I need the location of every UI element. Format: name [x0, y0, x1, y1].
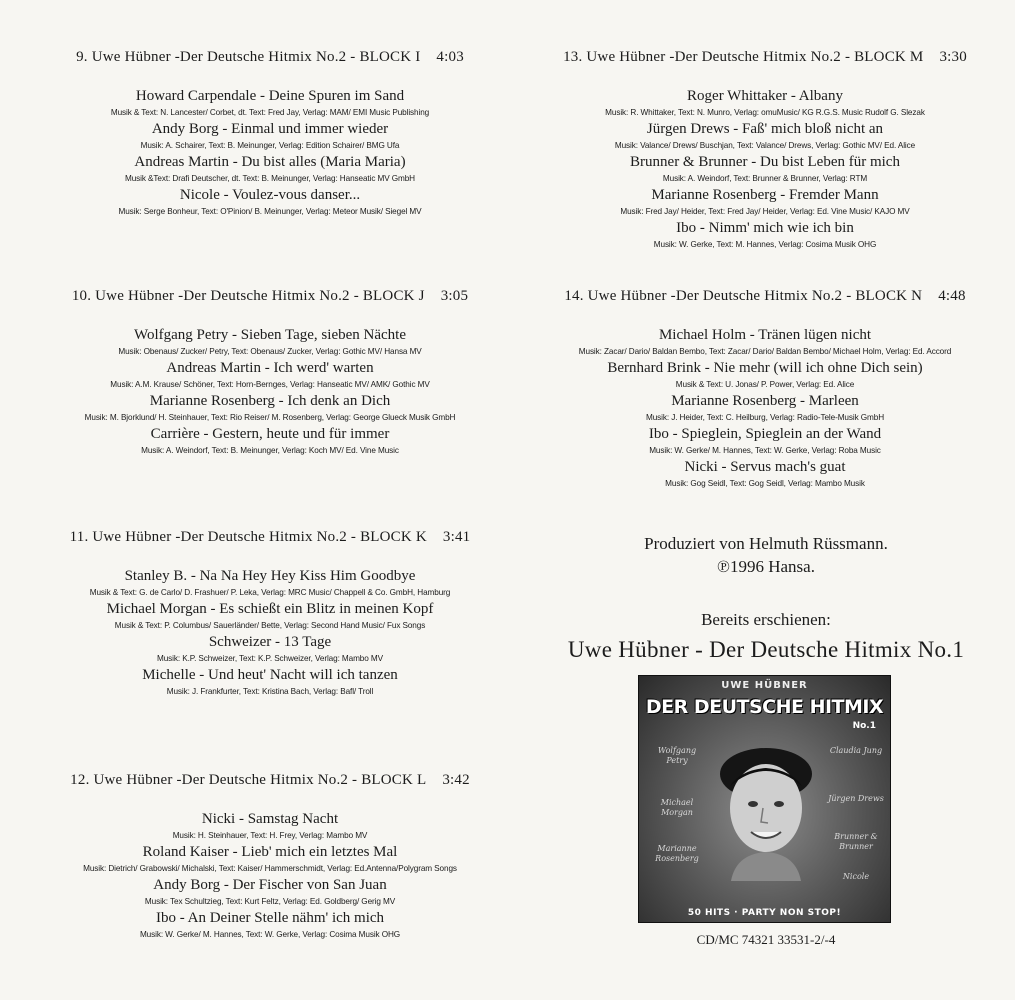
song-credit: Musik & Text: P. Columbus/ Sauerländer/ Bette, Verlag: Second Hand Music/ Fux Songs — [114, 621, 426, 630]
song-title: Wolfgang Petry - Sieben Tage, sieben Nächte — [134, 327, 406, 343]
song-credit: Musik: Fred Jay/ Heider, Text: Fred Jay/ Heider, Verlag: Ed. Vine Music/ KAJO MV — [620, 207, 910, 216]
song-credit: Musik & Text: U. Jonas/ P. Power, Verlag: Ed. Alice — [675, 380, 855, 389]
song-title: Nicki - Servus mach's guat — [684, 459, 846, 475]
cover-name: Marianne Rosenberg — [655, 844, 699, 863]
block-duration: 3:30 — [939, 49, 967, 65]
song-credit: Musik: W. Gerke, Text: M. Hannes, Verlag: Cosima Musik OHG — [653, 240, 877, 249]
producer-credit — [520, 532, 1012, 578]
song-credit: Musik & Text: N. Lancester/ Corbet, dt. Text: Fred Jay, Verlag: MAM/ EMI Music Publishing — [110, 108, 430, 117]
cover-name: Claudia Jung — [829, 746, 883, 755]
song-credit: Musik & Text: G. de Carlo/ D. Frashuer/ P. Leka, Verlag: MRC Music/ Chappell & Co. GmbH, Hamburg — [89, 588, 451, 597]
block-heading — [30, 49, 510, 66]
track-block-11 — [30, 529, 510, 700]
song-title: Marianne Rosenberg - Fremder Mann — [651, 187, 879, 203]
song-credit: Musik: H. Steinhauer, Text: H. Frey, Verlag: Mambo MV — [172, 831, 368, 840]
song-credit: Musik: A.M. Krause/ Schöner, Text: Horn-Bernges, Verlag: Hanseatic MV/ AMK/ Gothic MV — [110, 380, 430, 389]
song-title: Brunner & Brunner - Du bist Leben für mich — [630, 154, 900, 170]
track-block-12 — [30, 772, 510, 943]
cover-name: Wolfgang Petry — [657, 746, 697, 765]
song-title: Schweizer - 13 Tage — [208, 634, 332, 650]
song-credit: Musik: Tex Schultzieg, Text: Kurt Feltz, Verlag: Ed. Goldberg/ Gerig MV — [144, 897, 396, 906]
block-title: 13. Uwe Hübner -Der Deutsche Hitmix No.2 - BLOCK M — [563, 49, 924, 65]
song-credit: Musik: W. Gerke/ M. Hannes, Text: W. Gerke, Verlag: Roba Music — [649, 446, 881, 455]
block-heading — [522, 288, 1008, 305]
song-credit: Musik &Text: Drafi Deutscher, dt. Text: B. Meinunger, Verlag: Hanseatic MV GmbH — [125, 174, 415, 183]
song-credit: Musik: Dietrich/ Grabowski/ Michalski, Text: Kaiser/ Hammerschmidt, Verlag: Ed.Antenna/Polygram Songs — [83, 864, 457, 873]
song-title: Stanley B. - Na Na Hey Hey Kiss Him Goodbye — [124, 568, 416, 584]
cover-name: Nicole — [842, 872, 870, 881]
song-title: Jürgen Drews - Faß' mich bloß nicht an — [646, 121, 884, 137]
block-title: 9. Uwe Hübner -Der Deutsche Hitmix No.2 - BLOCK I — [76, 49, 421, 65]
block-duration: 4:03 — [436, 49, 464, 65]
track-block-9 — [30, 49, 510, 220]
song-credit: Musik: J. Frankfurter, Text: Kristina Bach, Verlag: Bafl/ Troll — [166, 687, 374, 696]
block-heading — [30, 529, 510, 546]
song-title: Nicole - Voulez-vous danser... — [179, 187, 361, 203]
block-title: 10. Uwe Hübner -Der Deutsche Hitmix No.2 - BLOCK J — [71, 288, 425, 304]
block-duration: 3:42 — [442, 772, 470, 788]
track-block-14 — [522, 288, 1008, 492]
song-title: Ibo - Nimm' mich wie ich bin — [676, 220, 854, 236]
block-duration: 3:05 — [440, 288, 469, 304]
song-credit: Musik: M. Bjorklund/ H. Steinhauer, Text: Rio Reiser/ M. Rosenberg, Verlag: George Glueck Musik GmbH — [84, 413, 456, 422]
album-cover-image — [638, 675, 891, 923]
cover-name: Jürgen Drews — [828, 794, 884, 803]
song-title: Michelle - Und heut' Nacht will ich tanzen — [142, 667, 398, 683]
song-title: Marianne Rosenberg - Marleen — [671, 393, 859, 409]
song-title: Andreas Martin - Du bist alles (Maria Maria) — [134, 154, 406, 170]
song-credit: Musik: K.P. Schweizer, Text: K.P. Schweizer, Verlag: Mambo MV — [157, 654, 383, 663]
song-title: Howard Carpendale - Deine Spuren im Sand — [135, 88, 405, 104]
song-credit: Musik: W. Gerke/ M. Hannes, Text: W. Gerke, Verlag: Cosima Musik OHG — [139, 930, 401, 939]
song-title: Andreas Martin - Ich werd' warten — [166, 360, 374, 376]
song-credit: Musik: Gog Seidl, Text: Gog Seidl, Verlag: Mambo Musik — [665, 479, 865, 488]
block-title: 14. Uwe Hübner -Der Deutsche Hitmix No.2 - BLOCK N — [564, 288, 923, 304]
song-credit: Musik: A. Weindorf, Text: B. Meinunger, Verlag: Koch MV/ Ed. Vine Music — [141, 446, 399, 455]
song-title: Roger Whittaker - Albany — [687, 88, 843, 104]
song-credit: Musik: Zacar/ Dario/ Baldan Bembo, Text: Zacar/ Dario/ Baldan Bembo/ Michael Holm, Verlag: Ed. Accord — [578, 347, 952, 356]
song-title: Andy Borg - Einmal und immer wieder — [151, 121, 389, 137]
cover-name: Michael Morgan — [660, 798, 694, 817]
copyright-line: ℗1996 Hansa. — [717, 557, 815, 576]
song-title: Nicki - Samstag Nacht — [201, 811, 339, 827]
song-credit: Musik: R. Whittaker, Text: N. Munro, Verlag: omuMusic/ KG R.G.S. Music Rudolf G. Slezak — [605, 108, 925, 117]
block-title: 11. Uwe Hübner -Der Deutsche Hitmix No.2 - BLOCK K — [69, 529, 427, 545]
cover-footer: 50 HITS · PARTY NON STOP! — [687, 908, 842, 918]
song-credit: Musik: Obenaus/ Zucker/ Petry, Text: Obenaus/ Zucker, Verlag: Gothic MV/ Hansa MV — [118, 347, 422, 356]
song-credit: Musik: J. Heider, Text: C. Heilburg, Verlag: Radio-Tele-Musik GmbH — [645, 413, 885, 422]
song-title: Bernhard Brink - Nie mehr (will ich ohne Dich sein) — [607, 360, 923, 376]
song-title: Marianne Rosenberg - Ich denk an Dich — [149, 393, 391, 409]
block-heading — [30, 288, 510, 305]
block-heading — [30, 772, 510, 789]
song-title: Andy Borg - Der Fischer von San Juan — [153, 877, 387, 893]
block-heading — [522, 49, 1008, 66]
cover-title: DER DEUTSCHE HITMIX — [645, 696, 884, 718]
song-title: Ibo - An Deiner Stelle nähm' ich mich — [155, 910, 385, 926]
producer-line: Produziert von Helmuth Rüssmann. — [644, 534, 888, 553]
track-block-10 — [30, 288, 510, 459]
cover-name: Brunner & Brunner — [834, 832, 878, 851]
block-title: 12. Uwe Hübner -Der Deutsche Hitmix No.2 - BLOCK L — [70, 772, 427, 788]
song-title: Michael Holm - Tränen lügen nicht — [658, 327, 872, 343]
cover-artist: UWE HÜBNER — [721, 680, 808, 691]
track-block-13 — [522, 49, 1008, 253]
song-credit: Musik: A. Schairer, Text: B. Meinunger, Verlag: Edition Schairer/ BMG Ufa — [140, 141, 400, 150]
block-duration: 4:48 — [938, 288, 966, 304]
cover-number: No.1 — [852, 721, 876, 731]
already-released-title: Uwe Hübner - Der Deutsche Hitmix No.1 — [567, 637, 965, 662]
song-title: Roland Kaiser - Lieb' mich ein letztes Mal — [142, 844, 398, 860]
song-title: Ibo - Spieglein, Spieglein an der Wand — [648, 426, 882, 442]
song-credit: Musik: Serge Bonheur, Text: O'Pinion/ B. Meinunger, Verlag: Meteor Musik/ Siegel MV — [118, 207, 422, 216]
song-credit: Musik: A. Weindorf, Text: Brunner & Brunner, Verlag: RTM — [662, 174, 868, 183]
song-title: Carrière - Gestern, heute und für immer — [150, 426, 390, 442]
already-released-label: Bereits erschienen: — [701, 610, 831, 629]
song-title: Michael Morgan - Es schießt ein Blitz in meinen Kopf — [106, 601, 434, 617]
song-credit: Musik: Valance/ Drews/ Buschjan, Text: Valance/ Drews, Verlag: Gothic MV/ Ed. Alice — [614, 141, 916, 150]
portrait-photo — [711, 746, 821, 881]
block-duration: 3:41 — [442, 529, 471, 545]
catalog-number: CD/MC 74321 33531-2/-4 — [696, 932, 836, 947]
